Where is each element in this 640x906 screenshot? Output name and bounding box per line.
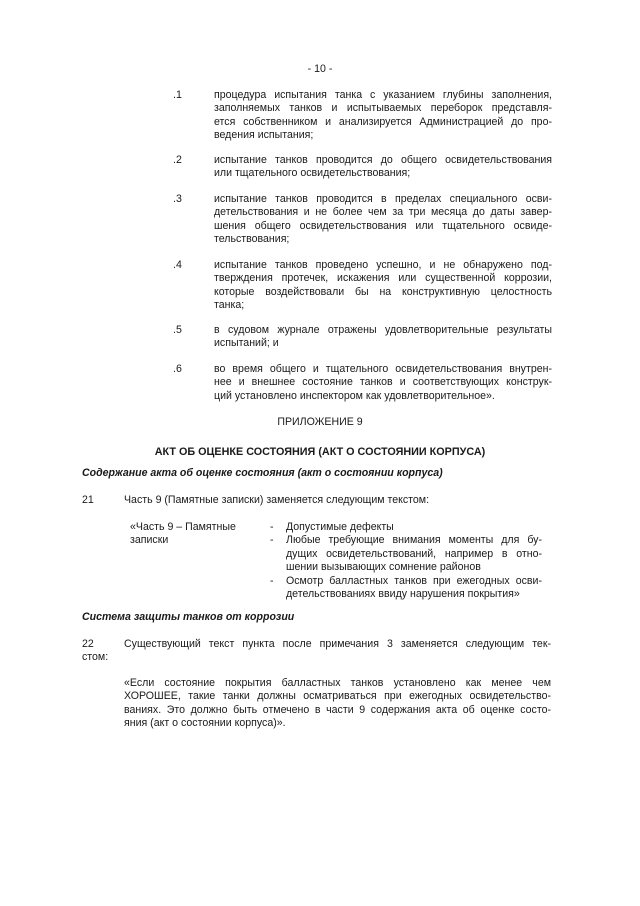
page-number: - 10 - (307, 63, 333, 75)
paragraph-text: Часть 9 (Памятные записки) заменяется следующим текстом: (124, 494, 430, 506)
text-line: шения общего освидетельствования или тщательного освиде- (214, 219, 552, 232)
text-line: яния (акт о состоянии корпуса)». (124, 717, 286, 730)
item-text (214, 259, 552, 313)
bullet-item (270, 521, 542, 534)
text-line: Любые требующие внимания моменты для бу- (286, 534, 542, 547)
item-number: .1 (173, 89, 182, 101)
item-number: .3 (173, 193, 182, 205)
text-line: в судовом журнале отражены удовлетворительные результаты (214, 324, 552, 336)
text-line: ется собственником и анализируется Администрацией до про- (214, 115, 552, 128)
item-text (214, 324, 552, 351)
text-line: которые воздействовали бы на конструктивную целостность (214, 285, 552, 298)
text-line: нее и внешнее состояние танков и соответствующих конструк- (214, 376, 552, 389)
text-line: ведения испытания; (214, 129, 314, 142)
item-text (214, 89, 552, 143)
quoted-part-title (130, 521, 265, 548)
bullet-item (270, 534, 542, 574)
text-line: тверждения протечек, искажения или существенной коррозии, (214, 272, 552, 285)
dash-marker: - (270, 534, 274, 547)
text-line: шении вызывающих сомнение районов (286, 561, 481, 574)
text-line: испытание танков проводится в пределах специального осви- (214, 193, 552, 205)
text-line: испытание танков проведено успешно, и не обнаружено под- (214, 259, 552, 271)
item-text (214, 193, 552, 247)
text-line: «Часть 9 – Памятные (130, 521, 236, 533)
item-number: .4 (173, 259, 182, 271)
text-line: «Если состояние покрытия балластных танков установлено как менее чем (124, 677, 551, 689)
text-line: детельствованиях ввиду нарушения покрытия» (286, 588, 520, 601)
text-line: заполняемых танков и испытываемых переборок представля- (214, 102, 552, 115)
bullet-list (270, 521, 542, 601)
paragraph-continuation: стом: (82, 651, 109, 663)
appendix-title: ПРИЛОЖЕНИЕ 9 (277, 416, 363, 428)
paragraph-number: 22 (82, 638, 94, 650)
text-line: Существующий текст пункта после примечания 3 заменяется следующим тек- (124, 638, 551, 650)
dash-marker: - (270, 574, 274, 587)
text-line: процедура испытания танка с указанием глубины заполнения, (214, 89, 552, 101)
item-number: .2 (173, 154, 182, 166)
item-text (214, 363, 552, 403)
text-line: Допустимые дефекты (286, 521, 394, 533)
text-line: Осмотр балластных танков при ежегодных осви- (286, 574, 542, 587)
dash-marker: - (270, 521, 274, 533)
item-number: .5 (173, 324, 182, 336)
bullet-item (270, 575, 542, 602)
text-line: танка; (214, 299, 245, 312)
text-line: ций установлено инспектором как удовлетворительное». (214, 389, 495, 402)
text-line: записки (130, 534, 169, 547)
section-heading: Система защиты танков от коррозии (82, 611, 295, 623)
text-line: испытание танков проводится до общего освидетельствования (214, 154, 552, 166)
text-line: во время общего и тщательного освидетельствования внутрен- (214, 363, 552, 375)
text-line: или тщательного освидетельствования; (214, 167, 411, 180)
section-heading: Содержание акта об оценке состояния (акт о состоянии корпуса) (82, 467, 443, 479)
text-line: детельствования и не более чем за три месяца до даты завер- (214, 206, 552, 219)
paragraph-text (124, 638, 551, 651)
paragraph-number: 21 (82, 494, 94, 506)
act-title: АКТ ОБ ОЦЕНКЕ СОСТОЯНИЯ (АКТ О СОСТОЯНИИ КОРПУСА) (154, 446, 486, 458)
text-line: ХОРОШЕЕ, такие танки должны осматриваться при ежегодных освидетельство- (124, 690, 551, 703)
item-text (214, 154, 552, 181)
text-line: дущих освидетельствований, например в отно- (286, 547, 542, 560)
text-line: испытаний; и (214, 337, 279, 350)
text-line: тельствования; (214, 233, 290, 246)
text-line: ваниях. Это должно быть отмечено в части 9 содержания акта об оценке состо- (124, 703, 551, 716)
quoted-text (124, 677, 551, 731)
item-number: .6 (173, 363, 182, 375)
